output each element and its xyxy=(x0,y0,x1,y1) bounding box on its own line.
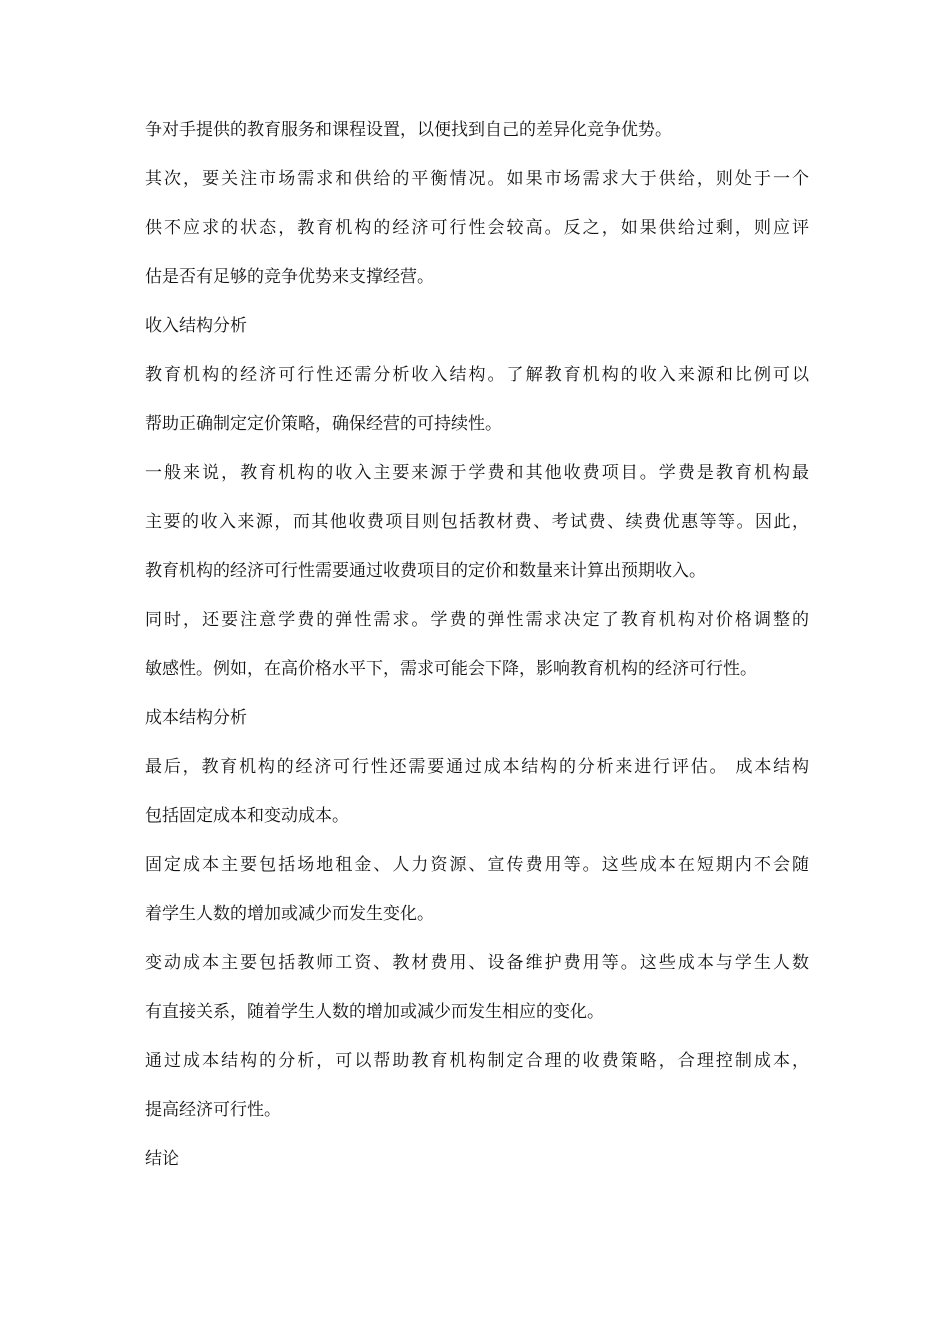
text-line: 固定成本主要包括场地租金、人力资源、宣传费用等。这些成本在短期内不会随 xyxy=(145,855,809,875)
document-body xyxy=(145,118,809,1171)
text-line: 提高经济可行性。 xyxy=(145,1100,281,1120)
text-line: 争对手提供的教育服务和课程设置，以便找到自己的差异化竞争优势。 xyxy=(145,120,672,140)
text-line: 教育机构的经济可行性需要通过收费项目的定价和数量来计算出预期收入。 xyxy=(145,561,706,581)
text-line: 帮助正确制定定价策略，确保经营的可持续性。 xyxy=(145,414,502,434)
text-line: 有直接关系，随着学生人数的增加或减少而发生相应的变化。 xyxy=(145,1002,604,1022)
text-line: 估是否有足够的竞争优势来支撑经营。 xyxy=(145,267,434,287)
text-line: 最后，教育机构的经济可行性还需要通过成本结构的分析来进行评估。 成本结构 xyxy=(145,757,809,777)
text-line: 供不应求的状态，教育机构的经济可行性会较高。反之，如果供给过剩，则应评 xyxy=(145,218,809,238)
text-line: 主要的收入来源，而其他收费项目则包括教材费、考试费、续费优惠等等。因此， xyxy=(145,512,809,532)
section-heading: 收入结构分析 xyxy=(145,316,247,336)
section-heading: 成本结构分析 xyxy=(145,708,247,728)
text-line: 变动成本主要包括教师工资、教材费用、设备维护费用等。这些成本与学生人数 xyxy=(145,953,809,973)
text-line: 着学生人数的增加或减少而发生变化。 xyxy=(145,904,434,924)
text-line: 同时，还要注意学费的弹性需求。学费的弹性需求决定了教育机构对价格调整的 xyxy=(145,610,809,630)
section-heading: 结论 xyxy=(145,1149,179,1169)
text-line: 通过成本结构的分析，可以帮助教育机构制定合理的收费策略，合理控制成本， xyxy=(145,1051,809,1071)
text-line: 敏感性。例如，在高价格水平下，需求可能会下降，影响教育机构的经济可行性。 xyxy=(145,659,757,679)
text-line: 教育机构的经济可行性还需分析收入结构。了解教育机构的收入来源和比例可以 xyxy=(145,365,809,385)
text-line: 其次，要关注市场需求和供给的平衡情况。如果市场需求大于供给，则处于一个 xyxy=(145,169,809,189)
text-line: 一般来说，教育机构的收入主要来源于学费和其他收费项目。学费是教育机构最 xyxy=(145,463,809,483)
text-line: 包括固定成本和变动成本。 xyxy=(145,806,349,826)
